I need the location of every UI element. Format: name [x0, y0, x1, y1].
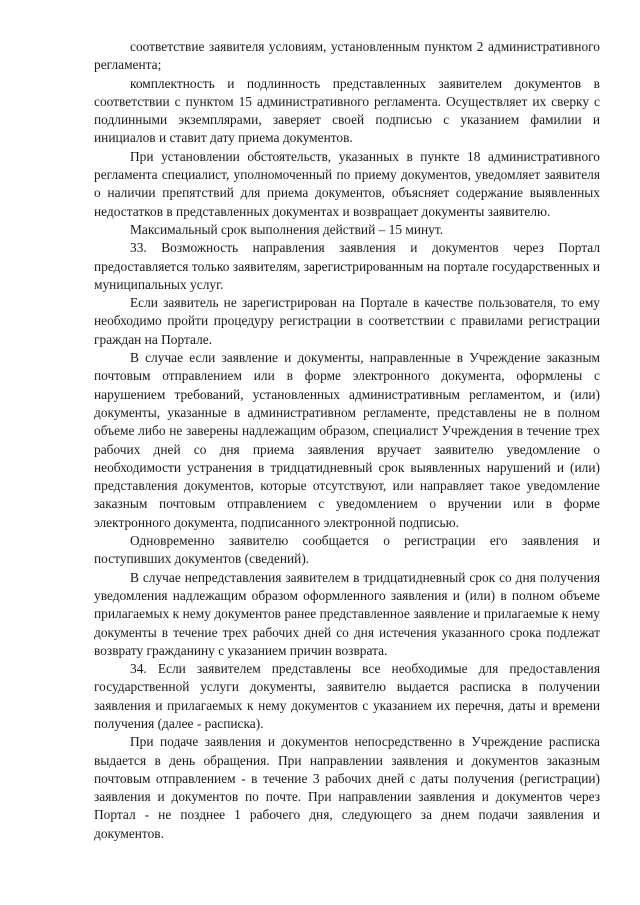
- paragraph-8: Одновременно заявителю сообщается о регистрации его заявления и поступивших документов (сведений).: [94, 533, 600, 567]
- paragraph-5: 33. Возможность направления заявления и документов через Портал предоставляется только заявителям, зарегистрированным на портале государственных и муниципальных услуг.: [94, 240, 600, 292]
- paragraph-6: Если заявитель не зарегистрирован на Портале в качестве пользователя, то ему необходимо пройти процедуру регистрации в соответствии с правилами регистрации граждан на Портале.: [94, 295, 600, 347]
- paragraph-4: Максимальный срок выполнения действий – 15 минут.: [130, 221, 444, 237]
- paragraph-7: В случае если заявление и документы, направленные в Учреждение заказным почтовым отправлением или в форме электронного документа, оформлены с нарушением требований, установленных административным регламентом, и (или) документы, указанные в административном регламенте, представлены не в полном объеме либо не заверены надлежащим образом, специалист Учреждения в течение трех рабочих дней со дня приема заявления вручает заявителю уведомление о необходимости устранения в тридцатидневный срок выявленных нарушений и (или) представления документов, которые отсутствуют, или направляет такое уведомление заказным почтовым отправлением с уведомлением о вручении или в форме электронного документа, подписанного электронной подписью.: [94, 350, 600, 530]
- paragraph-2: комплектность и подлинность представленных заявителем документов в соответствии с пунктом 15 административного регламента. Осуществляет их сверку с подлинными экземплярами, заверяет своей подписью с указанием фамилии и инициалов и ставит дату приема документов.: [94, 75, 600, 146]
- paragraph-1: соответствие заявителя условиям, установленным пунктом 2 административного регламента;: [94, 39, 600, 73]
- paragraph-9: В случае непредставления заявителем в тридцатидневный срок со дня получения уведомления надлежащим образом оформленного заявления и (или) в полном объеме прилагаемых к нему документов ранее представленное заявление и прилагаемые к нему документы в течение трех рабочих дней со дня истечения указанного срока подлежат возврату гражданину с указанием причин возврата.: [94, 569, 600, 658]
- paragraph-11: При подаче заявления и документов непосредственно в Учреждение расписка выдается в день обращения. При направлении заявления и документов заказным почтовым отправлением - в течение 3 рабочих дней с даты получения (регистрации) заявления и документов по почте. При направлении заявления и документов через Портал - не позднее 1 рабочего дня, следующего за днем подачи заявления и документов.: [94, 734, 600, 841]
- paragraph-3: При установлении обстоятельств, указанных в пункте 18 административного регламента специалист, уполномоченный по приему документов, уведомляет заявителя о наличии препятствий для приема документов, объясняет содержание выявленных недостатков в представленных документах и возвращает документы заявителю.: [94, 148, 600, 219]
- paragraph-10: 34. Если заявителем представлены все необходимые для предоставления государственной услуги документы, заявителю выдается расписка в получении заявления и прилагаемых к нему документов с указанием их перечня, даты и времени получения (далее - расписка).: [94, 661, 600, 731]
